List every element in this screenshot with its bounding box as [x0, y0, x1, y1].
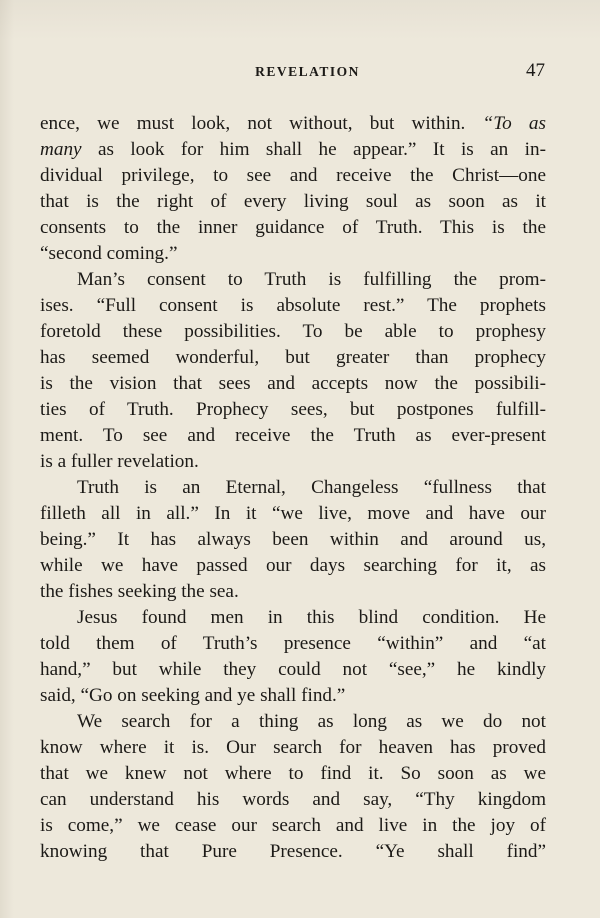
text-line: hand,” but while they could not “see,” he kindly: [40, 659, 546, 680]
text-line: can understand his words and say, “Thy kingdom: [40, 789, 546, 810]
text-line: foretold these possibilities. To be able to prophesy: [40, 321, 546, 342]
text-line: knowing that Pure Presence. “Ye shall find”: [40, 841, 546, 862]
body-text: [40, 111, 546, 865]
text-line: Man’s consent to Truth is fulfilling the prom-: [77, 269, 546, 290]
text-line: that is the right of every living soul as soon as it: [40, 191, 546, 212]
text-line: that we knew not where to find it. So soon as we: [40, 763, 546, 784]
text-line: while we have passed our days searching for it, as: [40, 555, 546, 576]
text-line: dividual privilege, to see and receive the Christ—one: [40, 165, 546, 186]
text-line: consents to the inner guidance of Truth. This is the: [40, 217, 546, 238]
text-line: is the vision that sees and accepts now the possibili-: [40, 373, 546, 394]
running-head: [40, 60, 545, 86]
text-line: many as look for him shall he appear.” It is an in-: [40, 139, 546, 160]
text-line: Truth is an Eternal, Changeless “fullness that: [77, 477, 546, 498]
text-line: is a fuller revelation.: [40, 451, 199, 472]
chapter-title: REVELATION: [255, 64, 360, 79]
text-line: ence, we must look, not without, but within. “To as: [40, 113, 546, 134]
text-line: know where it is. Our search for heaven has proved: [40, 737, 546, 758]
text-line: Jesus found men in this blind condition. He: [77, 607, 546, 628]
text-line: said, “Go on seeking and ye shall find.”: [40, 685, 346, 706]
text-line: We search for a thing as long as we do not: [77, 711, 546, 732]
text-line: ment. To see and receive the Truth as ever-present: [40, 425, 546, 446]
text-line: told them of Truth’s presence “within” and “at: [40, 633, 546, 654]
text-line: ties of Truth. Prophecy sees, but postpones fulfill-: [40, 399, 546, 420]
text-line: being.” It has always been within and around us,: [40, 529, 546, 550]
text-line: is come,” we cease our search and live in the joy of: [40, 815, 546, 836]
text-line: the fishes seeking the sea.: [40, 581, 239, 602]
text-line: filleth all in all.” In it “we live, move and have our: [40, 503, 546, 524]
text-line: “second coming.”: [40, 243, 178, 264]
text-line: has seemed wonderful, but greater than prophecy: [40, 347, 546, 368]
page-number: 47: [526, 60, 545, 81]
text-line: ises. “Full consent is absolute rest.” The prophets: [40, 295, 546, 316]
